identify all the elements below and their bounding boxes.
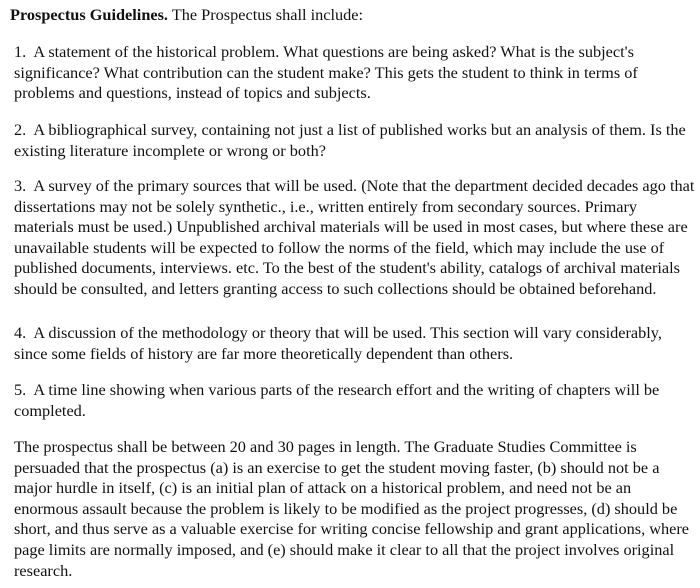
item-text: A statement of the historical problem. What questions are being asked? What is the subject's significance? What contribution can the student make? This gets the student to think in terms of problems and questions, instead of topics and subjects. <box>14 42 638 103</box>
item-text: A survey of the primary sources that will be used. (Note that the department decided decades ago that dissertations may not be solely synthetic., i.e., written entirely from secondary sources. Primary materials must be used.) Unpublished archival materials will be used in most cases, but where these are unavailable students will be expected to follow the norms of the field, which may include the use of published documents, interviews. etc. To the best of the student's ability, catalogs of archival materials should be consulted, and letters granting access to such collections should be obtained beforehand. <box>14 176 695 298</box>
list-item <box>14 323 698 364</box>
item-number: 4. <box>14 323 27 342</box>
item-number: 1. <box>14 42 27 61</box>
closing-paragraph: The prospectus shall be between 20 and 30 pages in length. The Graduate Studies Committee is persuaded that the prospectus (a) is an exercise to get the student moving faster, (b) should not be a major hurdle in itself, (c) is an initial plan of attack on a historical problem, and need not be an enormous assault because the problem is likely to be modified as the project progresses, (d) should be short, and thus serve as a valuable exercise for writing concise fellowship and grant applications, where page limits are normally imposed, and (e) should make it clear to all that the project involves original research. <box>14 437 689 580</box>
item-number: 5. <box>14 380 27 399</box>
list-item <box>14 120 698 161</box>
item-text: A discussion of the methodology or theory that will be used. This section will vary considerably, since some fields of history are far more theoretically dependent than others. <box>14 323 662 363</box>
heading-line <box>10 5 363 26</box>
item-number: 3. <box>14 176 27 195</box>
intro-text: The Prospectus shall include: <box>171 5 364 24</box>
page-title: Prospectus Guidelines. <box>10 5 169 24</box>
list-item <box>14 42 698 104</box>
list-item <box>14 380 698 421</box>
list-item <box>14 176 698 300</box>
item-text: A bibliographical survey, containing not just a list of published works but an analysis of them. Is the existing literature incomplete or wrong or both? <box>14 120 686 160</box>
item-text: A time line showing when various parts of the research effort and the writing of chapters will be completed. <box>14 380 660 420</box>
item-number: 2. <box>14 120 27 139</box>
